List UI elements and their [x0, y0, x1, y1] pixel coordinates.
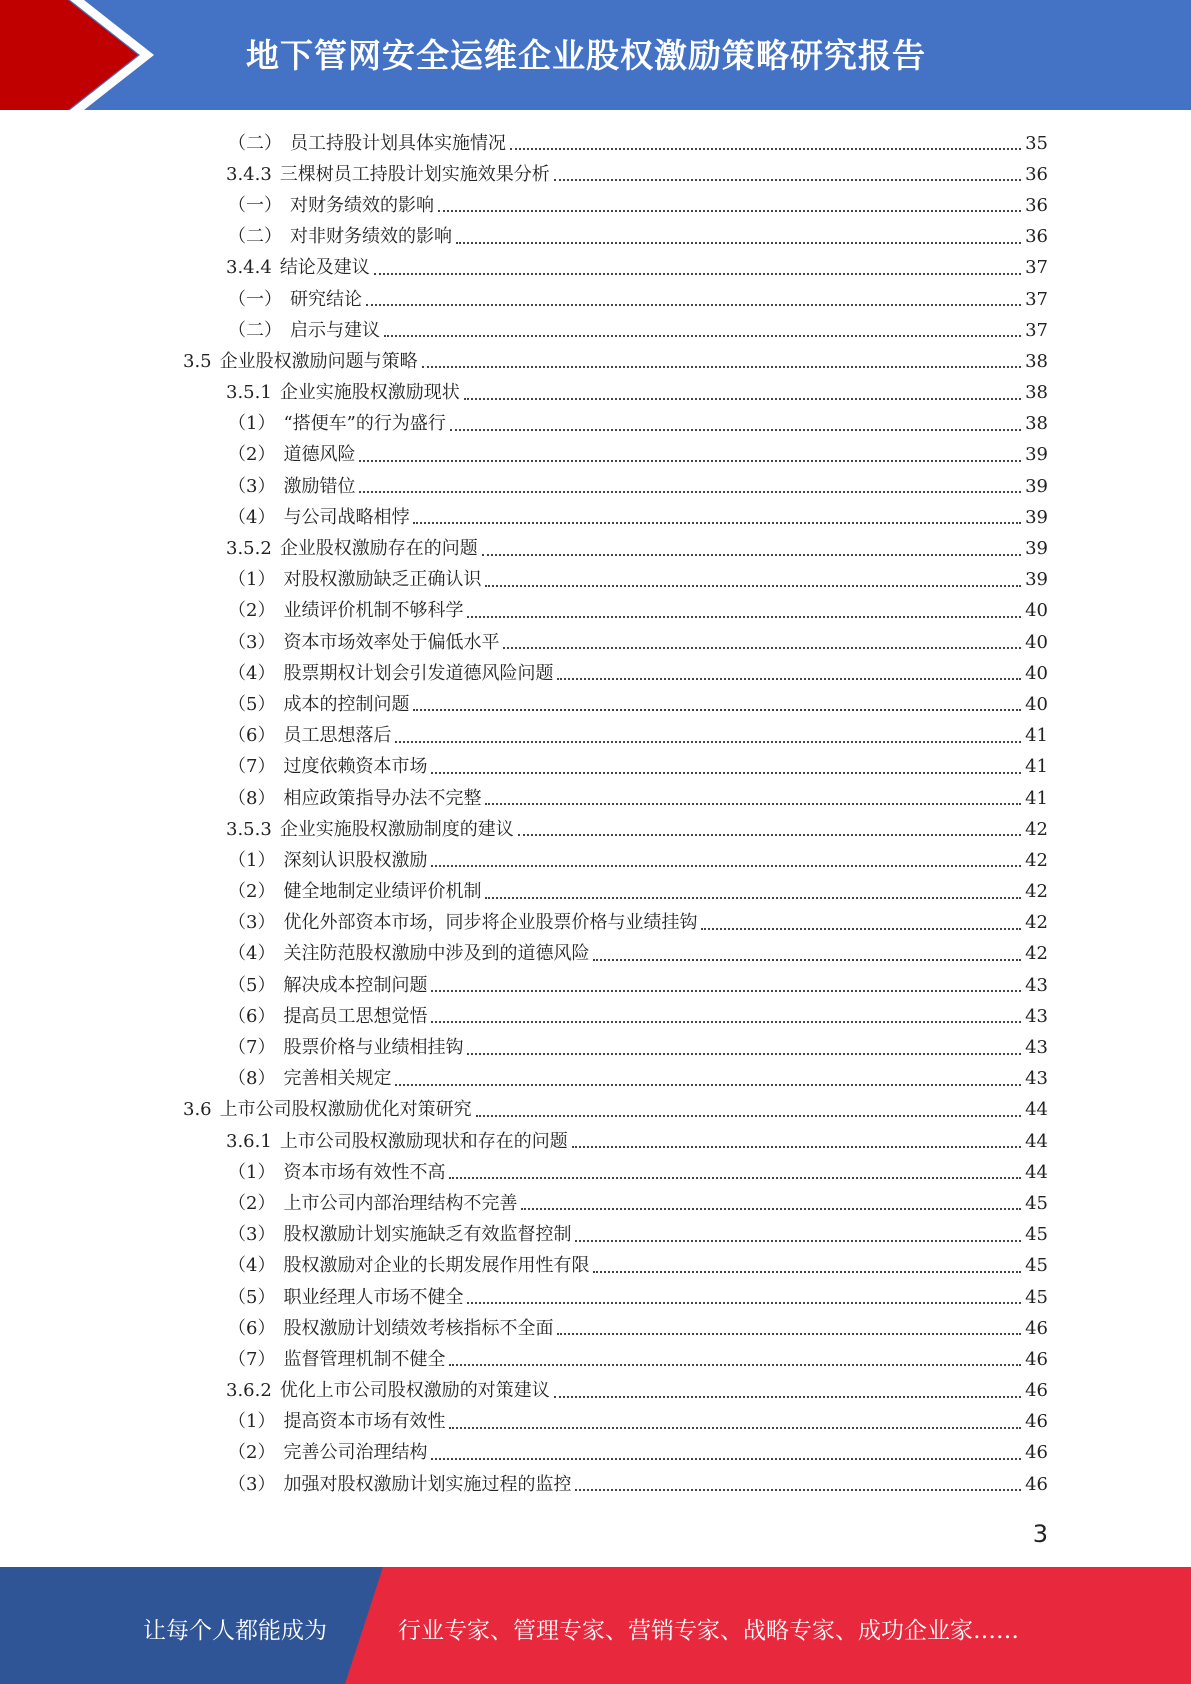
- toc-dot-leader: [482, 553, 1021, 556]
- toc-entry-page: 35: [1025, 132, 1048, 154]
- toc-entry-number: 3.6.1: [226, 1130, 272, 1152]
- toc-entry-page: 44: [1025, 1130, 1048, 1152]
- toc-entry-page: 46: [1025, 1442, 1048, 1464]
- toc-dot-leader: [431, 989, 1021, 992]
- toc-dot-leader: [467, 1052, 1021, 1055]
- toc-dot-leader: [701, 927, 1021, 930]
- toc-entry-title: 优化外部资本市场，同步将企业股票价格与业绩挂钩: [283, 912, 698, 934]
- toc-entry-number: （1）: [228, 413, 276, 435]
- toc-entry-page: 45: [1025, 1255, 1048, 1277]
- toc-entry-page: 41: [1025, 725, 1048, 747]
- toc-entry[interactable]: [0, 253, 1191, 284]
- toc-entry-title: 企业股权激励存在的问题: [279, 538, 478, 560]
- toc-entry-page: 42: [1025, 849, 1048, 871]
- toc-entry[interactable]: [0, 346, 1191, 377]
- toc-entry-number: （5）: [228, 974, 276, 996]
- toc-entry-number: 3.5.1: [226, 382, 272, 404]
- toc-entry[interactable]: [0, 970, 1191, 1001]
- toc-entry[interactable]: [0, 627, 1191, 658]
- toc-entry-number: （3）: [228, 912, 276, 934]
- toc-entry-number: 3.5.3: [226, 818, 272, 840]
- toc-entry-number: （二）: [228, 226, 282, 248]
- toc-entry-number: （1）: [228, 1161, 276, 1183]
- toc-dot-leader: [449, 1363, 1021, 1366]
- toc-dot-leader: [572, 1145, 1021, 1148]
- toc-entry[interactable]: [0, 1251, 1191, 1282]
- toc-dot-leader: [521, 1207, 1021, 1210]
- toc-entry-page: 37: [1025, 319, 1048, 341]
- toc-dot-leader: [575, 1488, 1021, 1491]
- toc-entry-title: 完善公司治理结构: [283, 1442, 428, 1464]
- toc-entry-page: 39: [1025, 538, 1048, 560]
- toc-dot-leader: [510, 147, 1021, 150]
- toc-dot-leader: [413, 708, 1021, 711]
- toc-dot-leader: [485, 802, 1021, 805]
- toc-entry-title: 健全地制定业绩评价机制: [283, 881, 482, 903]
- toc-entry-page: 38: [1025, 350, 1048, 372]
- toc-entry-title: 上市公司股权激励现状和存在的问题: [279, 1130, 568, 1152]
- toc-entry-number: （2）: [228, 600, 276, 622]
- toc-entry-title: 业绩评价机制不够科学: [283, 600, 464, 622]
- toc-entry-number: （一）: [228, 288, 282, 310]
- toc-entry-title: 过度依赖资本市场: [283, 756, 428, 778]
- toc-dot-leader: [431, 1020, 1021, 1023]
- toc-entry-number: 3.4.4: [226, 257, 272, 279]
- footer-slogan-right: 行业专家、管理专家、营销专家、战略专家、成功企业家……: [398, 1618, 1019, 1644]
- toc-entry-page: 36: [1025, 226, 1048, 248]
- toc-entry-number: （1）: [228, 569, 276, 591]
- toc-entry-title: 股权激励计划实施缺乏有效监督控制: [283, 1224, 572, 1246]
- toc-entry-page: 36: [1025, 194, 1048, 216]
- toc-dot-leader: [450, 428, 1021, 431]
- toc-entry-page: 40: [1025, 693, 1048, 715]
- toc-entry-number: （4）: [228, 943, 276, 965]
- toc-entry-title: 提高资本市场有效性: [283, 1411, 446, 1433]
- toc-entry-page: 43: [1025, 1037, 1048, 1059]
- toc-entry-number: 3.6: [183, 1099, 212, 1121]
- toc-dot-leader: [431, 864, 1021, 867]
- toc-entry[interactable]: [0, 1188, 1191, 1219]
- toc-entry-title: 加强对股权激励计划实施过程的监控: [283, 1473, 572, 1495]
- toc-entry[interactable]: [0, 190, 1191, 221]
- toc-entry-number: （6）: [228, 725, 276, 747]
- toc-entry-page: 45: [1025, 1286, 1048, 1308]
- toc-entry-title: 企业实施股权激励现状: [279, 382, 460, 404]
- toc-entry[interactable]: [0, 1407, 1191, 1438]
- toc-entry-number: （2）: [228, 881, 276, 903]
- toc-entry-number: （8）: [228, 787, 276, 809]
- toc-dot-leader: [557, 677, 1021, 680]
- toc-entry-number: （5）: [228, 1286, 276, 1308]
- toc-entry-page: 44: [1025, 1161, 1048, 1183]
- toc-entry-title: 激励错位: [283, 475, 356, 497]
- toc-entry-page: 41: [1025, 787, 1048, 809]
- toc-entry-page: 43: [1025, 974, 1048, 996]
- toc-entry[interactable]: [0, 1438, 1191, 1469]
- toc-entry[interactable]: [0, 689, 1191, 720]
- toc-dot-leader: [575, 1239, 1021, 1242]
- toc-entry-title: 股票价格与业绩相挂钩: [283, 1037, 464, 1059]
- toc-entry[interactable]: [0, 1095, 1191, 1126]
- toc-entry-number: （7）: [228, 1037, 276, 1059]
- toc-entry-title: 资本市场有效性不高: [283, 1161, 446, 1183]
- toc-entry[interactable]: [0, 565, 1191, 596]
- toc-entry-title: 监督管理机制不健全: [283, 1348, 446, 1370]
- toc-entry-page: 43: [1025, 1068, 1048, 1090]
- toc-entry-number: 3.5.2: [226, 538, 272, 560]
- toc-entry-title: 股权激励计划绩效考核指标不全面: [283, 1317, 554, 1339]
- toc-entry[interactable]: [0, 1220, 1191, 1251]
- toc-entry[interactable]: [0, 1064, 1191, 1095]
- toc-entry-number: （1）: [228, 849, 276, 871]
- toc-entry-number: （3）: [228, 475, 276, 497]
- toc-entry-title: 对非财务绩效的影响: [290, 226, 452, 248]
- toc-entry-title: 优化上市公司股权激励的对策建议: [279, 1380, 550, 1402]
- toc-entry-number: （6）: [228, 1005, 276, 1027]
- toc-entry-title: 股票期权计划会引发道德风险问题: [283, 662, 554, 684]
- toc-entry-number: （2）: [228, 444, 276, 466]
- toc-entry-title: 深刻认识股权激励: [283, 849, 428, 871]
- toc-entry[interactable]: [0, 1313, 1191, 1344]
- toc-dot-leader: [518, 833, 1021, 836]
- toc-entry-number: 3.5: [183, 350, 212, 372]
- toc-dot-leader: [366, 303, 1021, 306]
- toc-entry[interactable]: [0, 1344, 1191, 1375]
- toc-entry-page: 37: [1025, 257, 1048, 279]
- toc-dot-leader: [422, 365, 1021, 368]
- toc-entry-number: （5）: [228, 693, 276, 715]
- toc-entry-title: 对股权激励缺乏正确认识: [283, 569, 482, 591]
- toc-entry[interactable]: [0, 533, 1191, 564]
- toc-entry[interactable]: [0, 783, 1191, 814]
- toc-dot-leader: [485, 584, 1021, 587]
- toc-entry-title: 职业经理人市场不健全: [283, 1286, 464, 1308]
- toc-entry-page: 39: [1025, 475, 1048, 497]
- toc-entry-page: 46: [1025, 1411, 1048, 1433]
- toc-entry-title: 解决成本控制问题: [283, 974, 428, 996]
- toc-entry-page: 40: [1025, 631, 1048, 653]
- toc-entry[interactable]: [0, 315, 1191, 346]
- toc-entry-title: 成本的控制问题: [283, 693, 410, 715]
- toc-entry-title: 企业股权激励问题与策略: [219, 350, 418, 372]
- toc-dot-leader: [449, 1176, 1021, 1179]
- toc-dot-leader: [554, 178, 1021, 181]
- toc-entry-number: （一）: [228, 194, 282, 216]
- toc-entry[interactable]: [0, 222, 1191, 253]
- toc-dot-leader: [593, 958, 1021, 961]
- toc-entry-page: 40: [1025, 600, 1048, 622]
- toc-entry-page: 46: [1025, 1348, 1048, 1370]
- toc-entry-title: 研究结论: [290, 288, 362, 310]
- toc-entry-page: 46: [1025, 1473, 1048, 1495]
- toc-entry-title: 结论及建议: [279, 257, 370, 279]
- toc-entry-number: （7）: [228, 756, 276, 778]
- toc-entry-page: 42: [1025, 881, 1048, 903]
- toc-entry[interactable]: [0, 908, 1191, 939]
- toc-dot-leader: [359, 490, 1021, 493]
- toc-entry-title: 相应政策指导办法不完整: [283, 787, 482, 809]
- toc-entry[interactable]: [0, 471, 1191, 502]
- toc-entry-page: 37: [1025, 288, 1048, 310]
- toc-dot-leader: [593, 1270, 1021, 1273]
- toc-entry-page: 44: [1025, 1099, 1048, 1121]
- toc-dot-leader: [456, 241, 1021, 244]
- toc-entry-page: 45: [1025, 1192, 1048, 1214]
- toc-entry[interactable]: [0, 1126, 1191, 1157]
- toc-entry-page: 42: [1025, 912, 1048, 934]
- toc-entry-number: （4）: [228, 1255, 276, 1277]
- toc-dot-leader: [413, 521, 1021, 524]
- toc-entry-page: 38: [1025, 382, 1048, 404]
- toc-entry-number: （2）: [228, 1192, 276, 1214]
- toc-entry-number: （3）: [228, 1224, 276, 1246]
- toc-entry-title: 员工持股计划具体实施情况: [290, 132, 506, 154]
- toc-entry[interactable]: [0, 596, 1191, 627]
- toc-entry-title: 股权激励对企业的长期发展作用性有限: [283, 1255, 590, 1277]
- toc-entry-title: 员工思想落后: [283, 725, 392, 747]
- toc-entry-number: （6）: [228, 1317, 276, 1339]
- toc-dot-leader: [467, 615, 1021, 618]
- toc-entry[interactable]: [0, 1032, 1191, 1063]
- toc-entry[interactable]: [0, 128, 1191, 159]
- toc-entry-title: 与公司战略相悖: [283, 506, 410, 528]
- page-footer: [0, 1567, 1191, 1684]
- toc-entry-page: 46: [1025, 1380, 1048, 1402]
- toc-entry[interactable]: [0, 814, 1191, 845]
- toc-entry-number: 3.4.3: [226, 163, 272, 185]
- toc-entry-page: 42: [1025, 818, 1048, 840]
- toc-entry-number: （1）: [228, 1411, 276, 1433]
- toc-entry-page: 41: [1025, 756, 1048, 778]
- toc-entry-number: （2）: [228, 1442, 276, 1464]
- toc-entry-number: （3）: [228, 1473, 276, 1495]
- page-number: 3: [1032, 1520, 1048, 1548]
- toc-entry-number: （二）: [228, 319, 282, 341]
- toc-entry[interactable]: [0, 378, 1191, 409]
- toc-entry-number: （4）: [228, 662, 276, 684]
- page-header: [0, 0, 1191, 110]
- footer-slogan-left: 让每个人都能成为: [143, 1618, 327, 1644]
- toc-entry-title: “搭便车”的行为盛行: [283, 413, 446, 435]
- toc-entry-page: 40: [1025, 662, 1048, 684]
- toc-entry[interactable]: [0, 1157, 1191, 1188]
- toc-entry-page: 45: [1025, 1224, 1048, 1246]
- toc-entry-page: 38: [1025, 413, 1048, 435]
- toc-dot-leader: [485, 896, 1021, 899]
- toc-entry-title: 关注防范股权激励中涉及到的道德风险: [283, 943, 590, 965]
- toc-entry[interactable]: [0, 440, 1191, 471]
- toc-entry-number: （二）: [228, 132, 282, 154]
- toc-entry-page: 46: [1025, 1317, 1048, 1339]
- toc-entry-page: 39: [1025, 444, 1048, 466]
- toc-dot-leader: [395, 1083, 1021, 1086]
- toc-dot-leader: [395, 740, 1021, 743]
- toc-dot-leader: [438, 209, 1021, 212]
- toc-entry[interactable]: [0, 845, 1191, 876]
- toc-dot-leader: [449, 1426, 1021, 1429]
- toc-entry[interactable]: [0, 1001, 1191, 1032]
- toc-entry-number: （3）: [228, 631, 276, 653]
- toc-entry-number: （8）: [228, 1068, 276, 1090]
- toc-entry[interactable]: [0, 159, 1191, 190]
- toc-entry[interactable]: [0, 752, 1191, 783]
- toc-entry[interactable]: [0, 939, 1191, 970]
- toc-entry-page: 39: [1025, 569, 1048, 591]
- toc-entry-page: 43: [1025, 1005, 1048, 1027]
- toc-entry-title: 资本市场效率处于偏低水平: [283, 631, 500, 653]
- toc-entry[interactable]: [0, 1282, 1191, 1313]
- toc-entry[interactable]: [0, 284, 1191, 315]
- toc-entry-number: （4）: [228, 506, 276, 528]
- toc-entry-title: 完善相关规定: [283, 1068, 392, 1090]
- toc-entry-title: 三棵树员工持股计划实施效果分析: [279, 163, 550, 185]
- toc-entry-page: 42: [1025, 943, 1048, 965]
- toc-dot-leader: [467, 1301, 1021, 1304]
- toc-dot-leader: [464, 397, 1021, 400]
- toc-dot-leader: [557, 1332, 1021, 1335]
- toc-entry-title: 对财务绩效的影响: [290, 194, 434, 216]
- toc-entry-title: 上市公司股权激励优化对策研究: [219, 1099, 472, 1121]
- toc-entry[interactable]: [0, 409, 1191, 440]
- toc-entry[interactable]: [0, 721, 1191, 752]
- toc-entry-title: 提高员工思想觉悟: [283, 1005, 428, 1027]
- toc-entry[interactable]: [0, 1376, 1191, 1407]
- toc-entry[interactable]: [0, 1469, 1191, 1500]
- toc-entry-number: （7）: [228, 1348, 276, 1370]
- toc-dot-leader: [476, 1114, 1021, 1117]
- toc-entry-page: 36: [1025, 163, 1048, 185]
- toc-entry[interactable]: [0, 658, 1191, 689]
- toc-entry-page: 39: [1025, 506, 1048, 528]
- toc-entry[interactable]: [0, 502, 1191, 533]
- toc-dot-leader: [359, 459, 1021, 462]
- toc-dot-leader: [503, 646, 1021, 649]
- toc-entry-title: 企业实施股权激励制度的建议: [279, 818, 514, 840]
- toc-entry[interactable]: [0, 877, 1191, 908]
- toc-dot-leader: [431, 771, 1021, 774]
- toc-entry-title: 上市公司内部治理结构不完善: [283, 1192, 518, 1214]
- table-of-contents: [0, 128, 1191, 1500]
- toc-dot-leader: [431, 1457, 1021, 1460]
- toc-entry-title: 启示与建议: [290, 319, 380, 341]
- header-title: 地下管网安全运维企业股权激励策略研究报告: [246, 36, 926, 75]
- toc-dot-leader: [384, 334, 1021, 337]
- toc-dot-leader: [554, 1395, 1021, 1398]
- toc-entry-number: 3.6.2: [226, 1380, 272, 1402]
- toc-entry-title: 道德风险: [283, 444, 356, 466]
- toc-dot-leader: [374, 272, 1021, 275]
